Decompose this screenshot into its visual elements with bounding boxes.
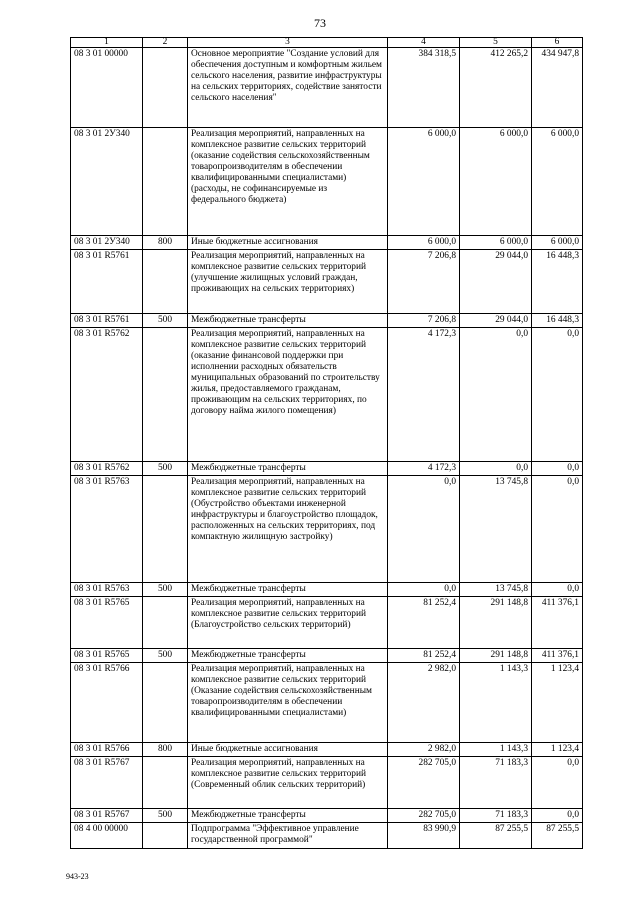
column-header: 4 — [388, 38, 460, 48]
row-amount-year2: 29 044,0 — [460, 314, 532, 328]
row-expense-type — [143, 250, 188, 314]
row-amount-year3: 0,0 — [532, 328, 583, 462]
row-expense-type — [143, 823, 188, 849]
row-code: 08 3 01 R5765 — [71, 597, 143, 649]
row-code: 08 3 01 R5767 — [71, 757, 143, 809]
row-amount-year2: 291 148,8 — [460, 649, 532, 663]
row-amount-year1: 6 000,0 — [388, 128, 460, 236]
row-amount-year2: 71 183,3 — [460, 757, 532, 809]
table-row — [71, 809, 583, 823]
row-name: Реализация мероприятий, направленных на комплексное развитие сельских территорий (улучшение жилищных условий граждан, проживающих на сельских территориях) — [188, 250, 388, 314]
row-name: Реализация мероприятий, направленных на комплексное развитие сельских территорий (Оказание содействия сельскохозяйственным товаропроизводителям в обеспечении квалифицированными специалистами) — [188, 663, 388, 743]
table-row — [71, 743, 583, 757]
row-code: 08 3 01 00000 — [71, 48, 143, 128]
row-name: Реализация мероприятий, направленных на комплексное развитие сельских территорий (Благоустройство сельских территорий) — [188, 597, 388, 649]
table-row — [71, 462, 583, 476]
row-amount-year3: 0,0 — [532, 809, 583, 823]
table-row — [71, 476, 583, 583]
row-code: 08 3 01 R5761 — [71, 314, 143, 328]
column-header: 1 — [71, 38, 143, 48]
budget-table — [70, 37, 583, 849]
row-code: 08 3 01 R5766 — [71, 663, 143, 743]
row-amount-year3: 434 947,8 — [532, 48, 583, 128]
row-amount-year3: 16 448,3 — [532, 314, 583, 328]
row-expense-type — [143, 48, 188, 128]
row-name: Межбюджетные трансферты — [188, 462, 388, 476]
row-amount-year2: 0,0 — [460, 462, 532, 476]
table-header-row — [71, 38, 583, 48]
table-row — [71, 757, 583, 809]
footer-code: 943-23 — [66, 872, 89, 881]
row-expense-type: 500 — [143, 583, 188, 597]
row-expense-type — [143, 476, 188, 583]
row-amount-year1: 282 705,0 — [388, 757, 460, 809]
row-amount-year1: 0,0 — [388, 583, 460, 597]
row-amount-year1: 7 206,8 — [388, 250, 460, 314]
row-amount-year2: 71 183,3 — [460, 809, 532, 823]
row-expense-type: 500 — [143, 314, 188, 328]
row-amount-year2: 1 143,3 — [460, 743, 532, 757]
row-name: Межбюджетные трансферты — [188, 583, 388, 597]
row-name: Иные бюджетные ассигнования — [188, 743, 388, 757]
row-amount-year2: 412 265,2 — [460, 48, 532, 128]
table-row — [71, 48, 583, 128]
row-code: 08 3 01 R5763 — [71, 583, 143, 597]
row-amount-year1: 81 252,4 — [388, 597, 460, 649]
row-amount-year3: 411 376,1 — [532, 597, 583, 649]
table-row — [71, 328, 583, 462]
row-expense-type — [143, 328, 188, 462]
row-amount-year2: 6 000,0 — [460, 128, 532, 236]
row-amount-year2: 1 143,3 — [460, 663, 532, 743]
row-code: 08 3 01 R5763 — [71, 476, 143, 583]
row-amount-year1: 4 172,3 — [388, 462, 460, 476]
row-amount-year1: 2 982,0 — [388, 663, 460, 743]
table-row — [71, 314, 583, 328]
row-amount-year3: 1 123,4 — [532, 743, 583, 757]
row-amount-year2: 87 255,5 — [460, 823, 532, 849]
row-name: Межбюджетные трансферты — [188, 649, 388, 663]
table-row — [71, 128, 583, 236]
row-name: Реализация мероприятий, направленных на комплексное развитие сельских территорий (Современный облик сельских территорий) — [188, 757, 388, 809]
table-row — [71, 236, 583, 250]
row-amount-year3: 1 123,4 — [532, 663, 583, 743]
row-amount-year3: 0,0 — [532, 476, 583, 583]
row-amount-year1: 6 000,0 — [388, 236, 460, 250]
table-row — [71, 823, 583, 849]
row-expense-type — [143, 128, 188, 236]
row-amount-year1: 81 252,4 — [388, 649, 460, 663]
table-row — [71, 583, 583, 597]
row-amount-year2: 6 000,0 — [460, 236, 532, 250]
row-amount-year1: 83 990,9 — [388, 823, 460, 849]
row-name: Межбюджетные трансферты — [188, 314, 388, 328]
row-name: Межбюджетные трансферты — [188, 809, 388, 823]
row-amount-year1: 0,0 — [388, 476, 460, 583]
row-amount-year3: 16 448,3 — [532, 250, 583, 314]
row-expense-type: 800 — [143, 236, 188, 250]
row-amount-year3: 0,0 — [532, 757, 583, 809]
row-expense-type: 800 — [143, 743, 188, 757]
row-expense-type: 500 — [143, 649, 188, 663]
row-name: Реализация мероприятий, направленных на комплексное развитие сельских территорий (оказание содействия сельскохозяйственным товаропроизводителям в обеспечении квалифицированными специалистами) (расходы, не софинансируемые из федерального бюджета) — [188, 128, 388, 236]
row-amount-year3: 6 000,0 — [532, 128, 583, 236]
column-header: 6 — [532, 38, 583, 48]
row-expense-type — [143, 663, 188, 743]
row-code: 08 4 00 00000 — [71, 823, 143, 849]
table-row — [71, 597, 583, 649]
row-name: Иные бюджетные ассигнования — [188, 236, 388, 250]
row-amount-year3: 87 255,5 — [532, 823, 583, 849]
row-code: 08 3 01 2У340 — [71, 236, 143, 250]
row-expense-type — [143, 597, 188, 649]
row-amount-year2: 29 044,0 — [460, 250, 532, 314]
row-expense-type — [143, 757, 188, 809]
row-amount-year3: 0,0 — [532, 583, 583, 597]
row-code: 08 3 01 R5765 — [71, 649, 143, 663]
row-amount-year3: 0,0 — [532, 462, 583, 476]
row-amount-year1: 282 705,0 — [388, 809, 460, 823]
row-name: Реализация мероприятий, направленных на комплексное развитие сельских территорий (оказание финансовой поддержки при исполнении расходных обязательств муниципальных образований по строительству жилья, предоставляемого гражданам, проживающим на сельских территориях, по договору найма жилого помещения) — [188, 328, 388, 462]
table-row — [71, 663, 583, 743]
row-amount-year2: 0,0 — [460, 328, 532, 462]
row-code: 08 3 01 2У340 — [71, 128, 143, 236]
row-amount-year1: 2 982,0 — [388, 743, 460, 757]
table-row — [71, 250, 583, 314]
row-code: 08 3 01 R5767 — [71, 809, 143, 823]
column-header: 2 — [143, 38, 188, 48]
row-amount-year1: 7 206,8 — [388, 314, 460, 328]
column-header: 3 — [188, 38, 388, 48]
row-code: 08 3 01 R5761 — [71, 250, 143, 314]
row-amount-year1: 384 318,5 — [388, 48, 460, 128]
row-amount-year2: 291 148,8 — [460, 597, 532, 649]
column-header: 5 — [460, 38, 532, 48]
row-amount-year3: 6 000,0 — [532, 236, 583, 250]
page-number: 73 — [314, 16, 326, 30]
table-row — [71, 649, 583, 663]
row-expense-type: 500 — [143, 462, 188, 476]
row-name: Реализация мероприятий, направленных на комплексное развитие сельских территорий (Обустройство объектами инженерной инфраструктуры и благоустройство площадок, расположенных на сельских территориях, под компактную жилищную застройку) — [188, 476, 388, 583]
row-expense-type: 500 — [143, 809, 188, 823]
row-code: 08 3 01 R5766 — [71, 743, 143, 757]
row-amount-year3: 411 376,1 — [532, 649, 583, 663]
row-amount-year2: 13 745,8 — [460, 583, 532, 597]
row-name: Основное мероприятие "Создание условий для обеспечения доступным и комфортным жильем сельского населения, развитие инфраструктуры на сельских территориях, содействие занятости сельского населения" — [188, 48, 388, 128]
row-amount-year1: 4 172,3 — [388, 328, 460, 462]
row-code: 08 3 01 R5762 — [71, 328, 143, 462]
row-code: 08 3 01 R5762 — [71, 462, 143, 476]
row-amount-year2: 13 745,8 — [460, 476, 532, 583]
row-name: Подпрограмма "Эффективное управление государственной программой" — [188, 823, 388, 849]
